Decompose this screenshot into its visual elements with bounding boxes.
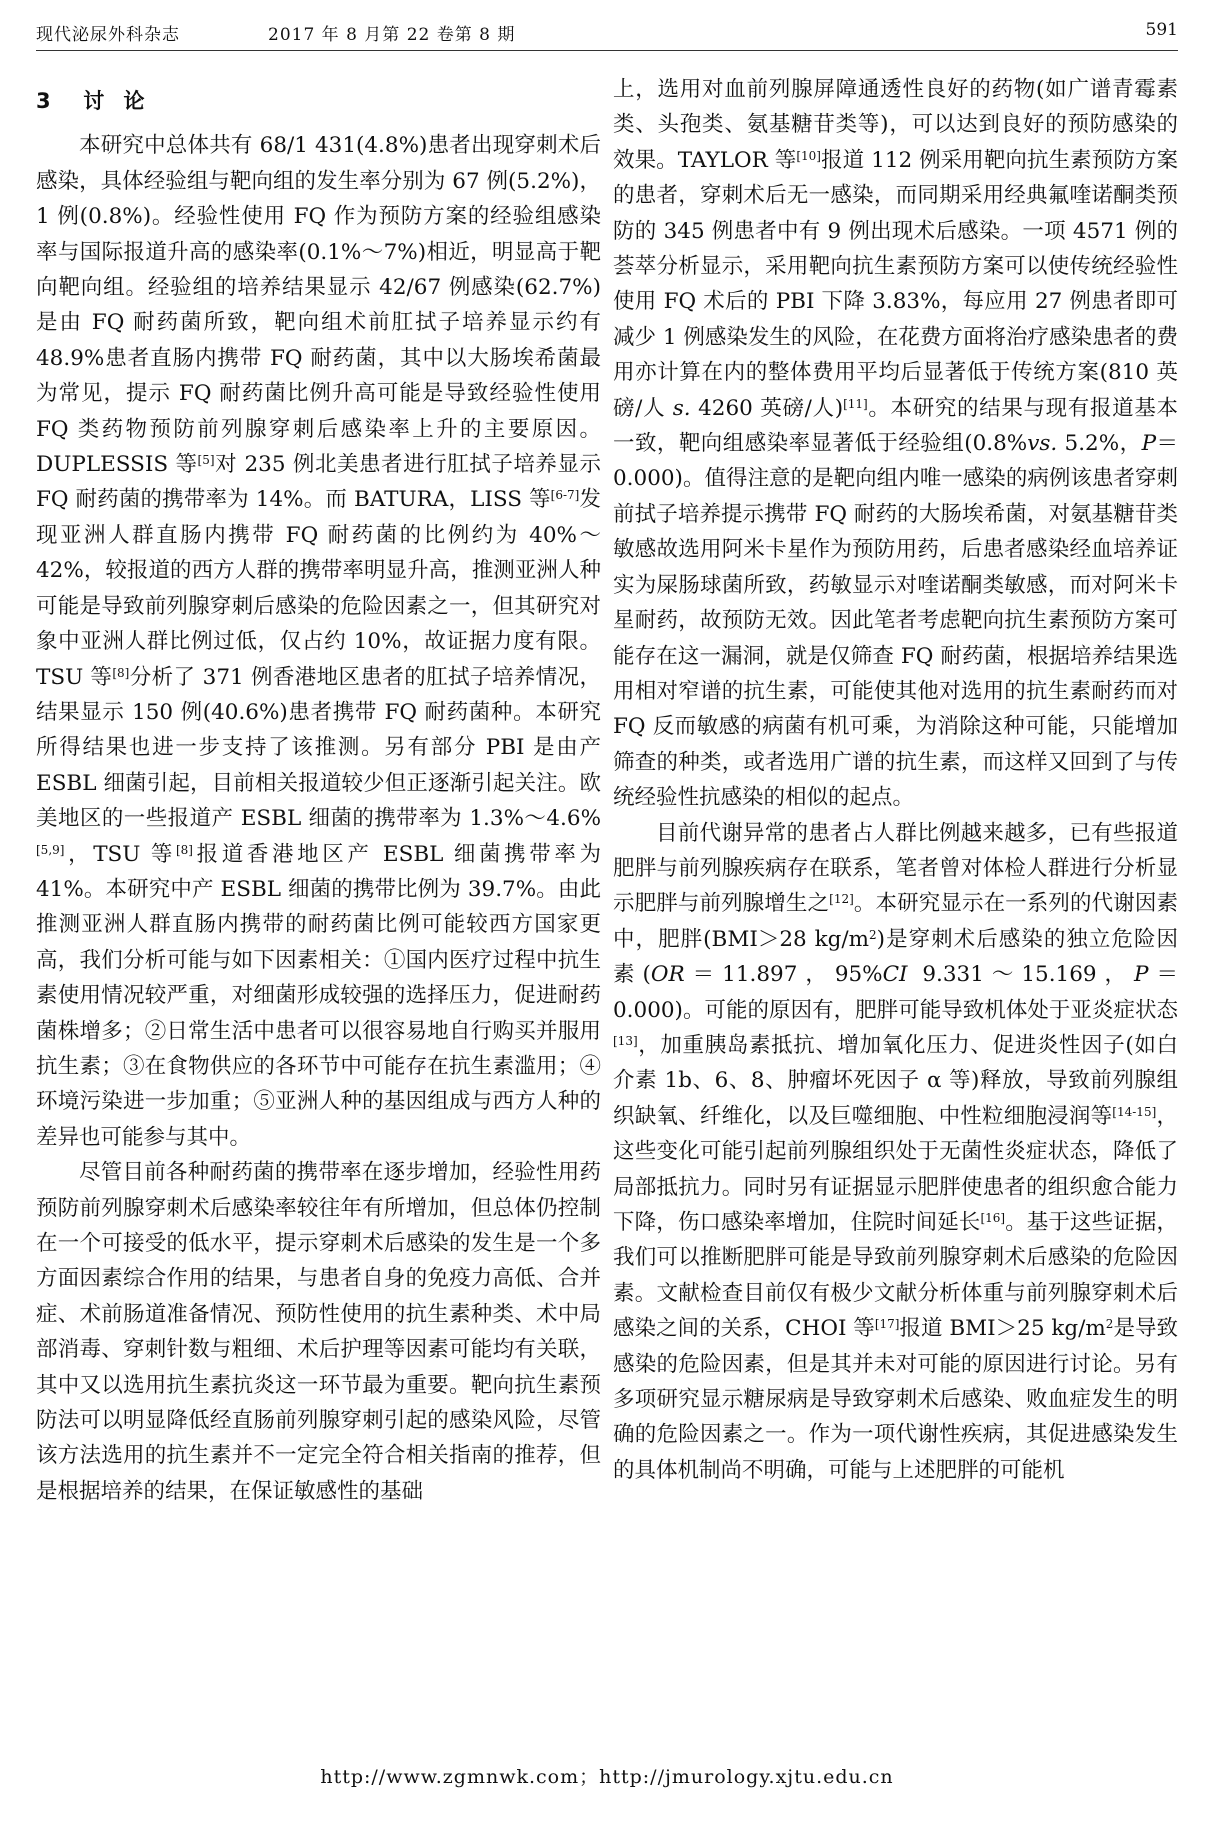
citation[interactable]: [5] [197, 453, 215, 468]
italic-term: P [1134, 962, 1149, 988]
text-run: 尽管目前各种耐药菌的携带率在逐步增加，经验性用药预防前列腺穿刺术后感染率较往年有所增加，但总体仍控制在一个可接受的低水平，提示穿刺术后感染的发生是一个多方面因素综合作用的结果，与患者自身的免疫力高低、合并症、术前肠道准备情况、预防性使用的抗生素种类、术中局部消毒、穿刺针数与粗细、术后护理等因素可能均有关联，其中又以选用抗生素抗炎这一环节最为重要。靶向抗生素预防法可以明显降低经直肠前列腺穿刺引起的感染风险，尽管该方法选用的抗生素并不一定完全符合相关指南的推荐，但是根据培养的结果，在保证敏感性的基础 [36, 1160, 601, 1504]
text-run: 5.2%， [1057, 431, 1142, 457]
text-run: 是导致感染的危险因素，但是其并未对可能的原因进行讨论。另有多项研究显示糖尿病是导致穿刺术后感染、败血症发生的明确的危险因素之一。作为一项代谢性疾病，其促进感染发生的具体机制尚不明确，可能与上述肥胖的可能机 [613, 1316, 1178, 1483]
text-run: 。基于这些证据，我们可以推断肥胖可能是导致前列腺穿刺术后感染的危险因素。文献检查目前仅有极少文献分析体重与前列腺穿刺术后感染之间的关系，CHOI 等 [613, 1210, 1178, 1342]
text-run: 目前代谢异常的患者占人群比例越来越多，已有些报道肥胖与前列腺疾病存在联系，笔者曾对体检人群进行分析显示肥胖与前列腺增生之 [613, 820, 1178, 917]
superscript: 2 [869, 927, 877, 942]
paragraph [36, 128, 601, 1155]
citation[interactable]: [6-7] [550, 488, 580, 503]
text-run: 4260 英磅/人) [690, 395, 844, 421]
journal-name: 现代泌尿外科杂志 [36, 25, 180, 45]
italic-term: vs. [1027, 431, 1058, 457]
header-rule [36, 50, 1178, 51]
text-run: 本研究中总体共有 68/1 431(4.8%)患者出现穿刺术后感染，具体经验组与靶向组的发生率分别为 67 例(5.2%)，1 例(0.8%)。经验性使用 FQ 作为预防方案的经验组感染率与国际报道升高的感染率(0.1%～7%)相近，明显高于靶向靶向组。经验组的培养结果显示 42/67 例感染(62.7%)是由 FQ 耐药菌所致，靶向组术前肛拭子培养显示约有 48.9%患者直肠内携带 FQ 耐药菌，其中以大肠埃希菌最为常见，提示 FQ 耐药菌比例升高可能是导致经验性使用 FQ 类药物预防前列腺穿刺后感染率上升的主要原因。DUPLESSIS 等 [36, 133, 601, 478]
text-run: ＝0.000)。值得注意的是靶向组内唯一感染的病例该患者穿刺前拭子培养提示携带 FQ 耐药的大肠埃希菌，对氨基糖苷类敏感故选用阿米卡星作为预防用药，后患者感染经血培养证实为屎肠球菌所致，药敏显示对喹诺酮类敏感，而对阿米卡星耐药，故预防无效。因此笔者考虑靶向抗生素预防方案可能存在这一漏洞，就是仅筛查 FQ 耐药菌，根据培养结果选用相对窄谱的抗生素，可能使其他对选用的抗生素耐药而对 FQ 反而敏感的病菌有机可乘，为消除这种可能，只能增加筛查的种类，或者选用广谱的抗生素，而这样又回到了与传统经验性抗感染的相似的起点。 [613, 431, 1178, 811]
section-title: 讨 论 [83, 89, 151, 113]
text-run: 发现亚洲人群直肠内携带 FQ 耐药菌的比例约为 40%～42%，较报道的西方人群的携带率明显升高，推测亚洲人种可能是导致前列腺穿刺后感染的危险因素之一，但其研究对象中亚洲人群比例过低，仅占约 10%，故证据力度有限。TSU 等 [36, 487, 601, 690]
text-run: 分析了 371 例香港地区患者的肛拭子培养情况，结果显示 150 例(40.6%)患者携带 FQ 耐药菌种。本研究所得结果也进一步支持了该推测。另有部分 PBI 是由产 ESBL 细菌引起，目前相关报道较少但正逐渐引起关注。欧美地区的一些报道产 ESBL 细菌的携带率为 1.3%～4.6% [36, 664, 601, 832]
text-run: 。本研究显示在一系列的代谢因素中，肥胖(BMI＞28 kg/m [613, 891, 1178, 952]
text-run: 上，选用对血前列腺屏障通透性良好的药物(如广谱青霉素类、头孢类、氨基糖苷类等)，可以达到良好的预防感染的效果。TAYLOR 等 [613, 77, 1178, 173]
footer-urls[interactable]: http://www.zgmnwk.com；http://jmurology.xjtu.edu.cn [320, 1766, 894, 1788]
citation[interactable]: [12] [829, 892, 854, 907]
superscript: 2 [1105, 1317, 1114, 1332]
paragraph [36, 1155, 601, 1509]
text-run: ，TSU 等 [64, 841, 176, 867]
citation[interactable]: [11] [843, 396, 868, 411]
italic-term: s. [672, 395, 691, 421]
text-run: ＝0.000)。可能的原因有，肥胖可能导致机体处于亚炎症状态 [613, 962, 1178, 1023]
right-column [613, 72, 1178, 1488]
left-column [36, 72, 601, 1509]
running-head [36, 16, 1178, 46]
text-run: ，加重胰岛素抵抗、增加氧化压力、促进炎性因子(如白介素 1b、6、8、肿瘤坏死因子 α 等)释放，导致前列腺组织缺氧、纤维化，以及巨噬细胞、中性粒细胞浸润等 [613, 1032, 1178, 1129]
text-run: 报道 112 例采用靶向抗生素预防方案的患者，穿刺术后无一感染，而同期采用经典氟喹诺酮类预防的 345 例患者中有 9 例出现术后感染。一项 4571 例的荟萃分析显示，采用靶向抗生素预防方案可以使传统经验性使用 FQ 术后的 PBI 下降 3.83%，每应用 27 例患者即可减少 1 例感染发生的风险，在花费方面将治疗感染患者的费用亦计算在内的整体费用平均后显著低于传统方案(810 英磅/人 [613, 147, 1178, 421]
citation[interactable]: [14-15] [1112, 1104, 1157, 1119]
citation[interactable]: [17] [874, 1317, 900, 1332]
text-run: ＝11.897，95% [684, 962, 883, 988]
section-number: 3 [36, 89, 57, 113]
section-heading [36, 84, 601, 119]
citation[interactable]: [5,9] [36, 842, 65, 857]
page-number: 591 [1145, 20, 1178, 40]
italic-term: CI [882, 962, 908, 988]
paragraph [613, 72, 1178, 816]
text-run: 。本研究的结果与现有报道基本一致，靶向组感染率显著低于经验组(0.8% [613, 395, 1178, 457]
italic-term: OR [650, 962, 685, 988]
text-run: 报道香港地区产 ESBL 细菌携带率为 41%。本研究中产 ESBL 细菌的携带比例为 39.7%。由此推测亚洲人群直肠内携带的耐药菌比例可能较西方国家更高，我们分析可能与如下因素相关：①国内医疗过程中抗生素使用情况较严重，对细菌形成较强的选择压力，促进耐药菌株增多；②日常生活中患者可以很容易地自行购买并服用抗生素；③在食物供应的各环节中可能存在抗生素滥用；④环境污染进一步加重；⑤亚洲人种的基因组成与西方人种的差异也可能参与其中。 [36, 841, 602, 1150]
citation[interactable]: [10] [796, 148, 821, 163]
citation[interactable]: [8] [112, 665, 130, 680]
italic-term: P [1141, 431, 1157, 457]
text-run: ，这些变化可能引起前列腺组织处于无菌性炎症状态，降低了局部抵抗力。同时另有证据显示肥胖使患者的组织愈合能力下降，伤口感染率增加，住院时间延长 [613, 1103, 1178, 1235]
citation[interactable]: [8] [175, 842, 193, 857]
issue-info: 2017 年 8 月第 22 卷第 8 期 [268, 25, 516, 45]
citation[interactable]: [13] [613, 1033, 638, 1048]
text-run: 9.331～15.169， [907, 962, 1135, 988]
text-run: )是穿刺术后感染的独立危险因素( [613, 926, 1179, 988]
text-run: 报道 BMI＞25 kg/m [899, 1316, 1106, 1342]
paragraph [613, 816, 1178, 1489]
citation[interactable]: [16] [980, 1211, 1006, 1225]
text-run: 对 235 例北美患者进行肛拭子培养显示 FQ 耐药菌的携带率为 14%。而 BATURA，LISS 等 [36, 452, 601, 513]
